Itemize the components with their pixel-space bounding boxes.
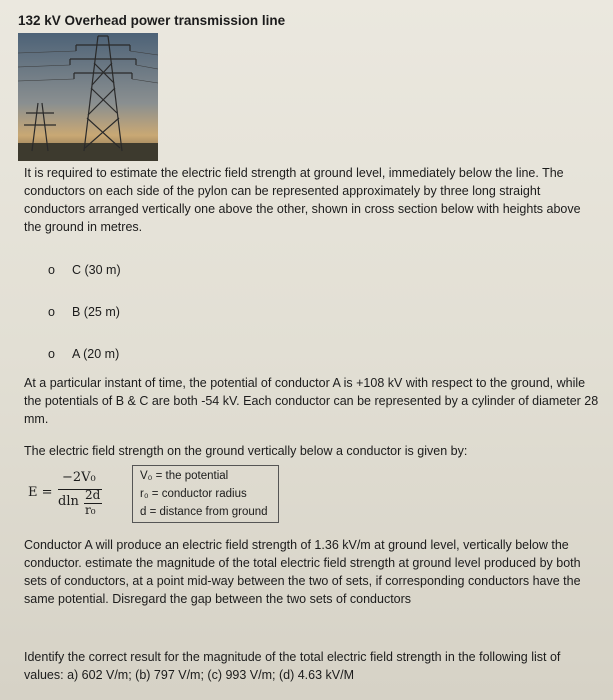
conductor-c-label: C (30 m)	[72, 263, 121, 277]
field-strength-formula	[28, 470, 138, 526]
bullet-marker: o	[48, 347, 55, 361]
formula-numerator: −2V₀	[62, 470, 96, 485]
potentials-paragraph: At a particular instant of time, the potential of conductor A is +108 kV with respect to the ground, while the potentials of B & C are both -54 kV. Each conductor can be represented by a cylinder of diameter 28 mm.	[24, 376, 599, 426]
legend-v0: V₀ = the potential	[140, 470, 229, 482]
intro-paragraph: It is required to estimate the electric field strength at ground level, immediately below the line. The conductors on each side of the pylon can be represented approximately by three long straight conductors arranged vertically one above the other, shown in cross section below with heights above the ground in metres.	[24, 166, 581, 234]
bullet-marker: o	[48, 263, 55, 277]
pylon-photo	[18, 33, 158, 161]
legend-r0: r₀ = conductor radius	[140, 488, 247, 500]
formula-inner-denominator: r₀	[85, 503, 96, 517]
formula-inner-numerator: 2d	[85, 488, 101, 502]
document-title: 132 kV Overhead power transmission line	[18, 13, 286, 28]
list-item	[48, 305, 120, 319]
list-item	[48, 263, 121, 277]
formula-lhs: E =	[28, 485, 53, 500]
conductor-b-label: B (25 m)	[72, 305, 120, 319]
question-paragraph: Identify the correct result for the magnitude of the total electric field strength in the following list of values: a) 602 V/m; (b) 797 V/m; (c) 993 V/m; (d) 4.63 kV/M	[24, 650, 561, 682]
conductor-a-label: A (20 m)	[72, 347, 120, 361]
list-item	[48, 347, 119, 361]
bullet-marker: o	[48, 305, 55, 319]
legend-d: d = distance from ground	[140, 506, 268, 518]
conductor-a-paragraph: Conductor A will produce an electric field strength of 1.36 kV/m at ground level, vertically below the conductor. estimate the magnitude of the total electric field strength at ground level produced by both sets of conductors, at a point mid-way between the two of sets, if corresponding conductors have the same potential. Disregard the gap between the two sets of conductors	[24, 538, 581, 606]
formula-intro: The electric field strength on the ground vertically below a conductor is given by:	[24, 444, 468, 458]
formula-legend	[132, 465, 279, 523]
formula-dln: dln	[58, 494, 79, 509]
